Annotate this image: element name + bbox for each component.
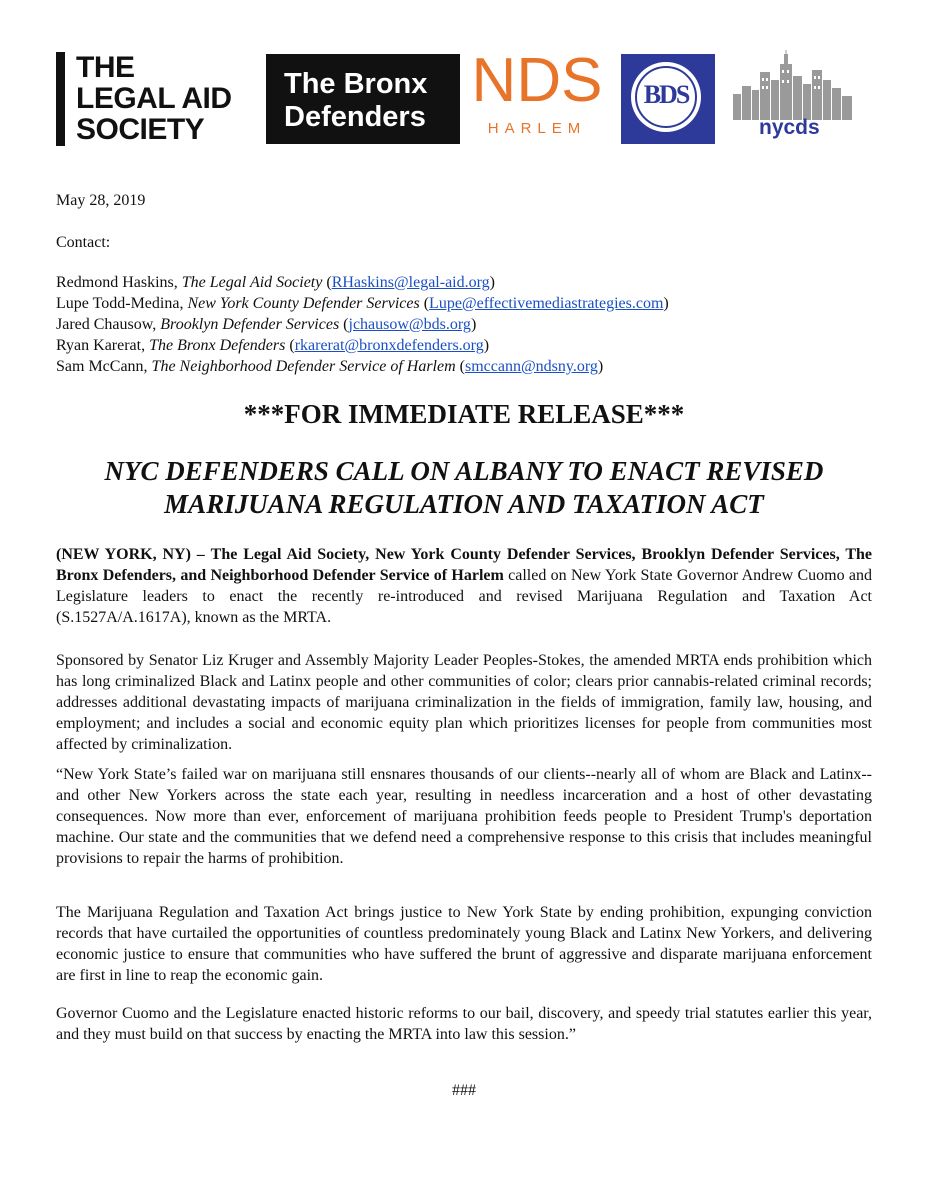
logo-bar — [56, 52, 65, 146]
dateline: (NEW YORK, NY) – — [56, 546, 205, 563]
contact-email-link[interactable]: smccann@ndsny.org — [464, 358, 598, 375]
contact-list — [56, 272, 872, 377]
nycds-text: nycds — [759, 116, 820, 139]
headline-line-1: NYC DEFENDERS CALL ON ALBANY TO ENACT REVISED — [104, 456, 824, 486]
paragraph-4: The Marijuana Regulation and Taxation Act brings justice to New York State by ending prohibition, expunging conviction records that have curtailed the opportunities of countless predominately young Black and Latinx New Yorkers, and delivering economic justice to ensure that communities who have suffered the brunt of aggressive and disparate marijuana enforcement are first in line to reap the economic gain. — [56, 904, 872, 984]
headline — [56, 455, 872, 521]
nycds-logo — [731, 50, 855, 146]
paragraph-1-rest: called on New York State Governor Andrew Cuomo and Legislature leaders to enact the recently re-introduced and revised Marijuana Regulation and Taxation Act (S.1527A/A.1617A), known as the MRTA. — [56, 567, 872, 626]
contact-name: Redmond Haskins, — [56, 274, 182, 291]
bds-letters: BDS — [643, 80, 689, 109]
bronx-line-1: The Bronx — [284, 68, 428, 100]
end-mark: ### — [452, 1082, 476, 1099]
headline-line-2: MARIJUANA REGULATION AND TAXATION ACT — [164, 489, 764, 519]
paragraph-2: Sponsored by Senator Liz Kruger and Assembly Majority Leader Peoples-Stokes, the amended MRTA ends prohibition which has long criminalized Black and Latinx people and other communities of color; clears prior cannabis-related criminal records; addresses additional devastating impacts of marijuana criminalization in the fields of immigration, family law, housing, and employment; and includes a social and economic equity plan which prioritizes licenses for people from communities most affected by criminalization. — [56, 652, 872, 753]
paragraph-3-quote: “New York State’s failed war on marijuana still ensnares thousands of our clients--nearly all of whom are Black and Latinx--and other New Yorkers across the state each year, resulting in needless incarceration and a host of other devastating consequences. Now more than ever, enforcement of marijuana prohibition feeds people to President Trump's deportation machine. Our state and the communities that we defend need a comprehensive response to this crisis that includes meaningful provisions to repair the harms of prohibition. — [56, 766, 872, 867]
skyline-icon — [731, 50, 855, 120]
paragraph-1 — [56, 544, 872, 628]
immediate-release-heading: ***FOR IMMEDIATE RELEASE*** — [243, 399, 685, 429]
contact-org: Brooklyn Defender Services — [160, 316, 340, 333]
legal-aid-society-logo — [56, 52, 250, 146]
organizations: The Legal Aid Society, New York County Defender Services, Brooklyn Defender Services, The Bronx Defenders, and Neighborhood Defender Service of Harlem — [56, 546, 872, 584]
legal-aid-line-1: THE — [76, 51, 135, 84]
contact-email-link[interactable]: RHaskins@legal-aid.org — [331, 274, 490, 291]
nds-text: NDS — [471, 46, 603, 115]
contact-name: Lupe Todd-Medina, — [56, 295, 188, 312]
contact-label: Contact: — [56, 234, 111, 251]
contact-row: Ryan Karerat, The Bronx Defenders (rkarerat@bronxdefenders.org) — [56, 337, 490, 354]
contact-email-link[interactable]: jchausow@bds.org — [348, 316, 471, 333]
contact-email-link[interactable]: Lupe@effectivemediastrategies.com — [429, 295, 664, 312]
contact-org: The Neighborhood Defender Service of Harlem — [151, 358, 456, 375]
contact-row: Redmond Haskins, The Legal Aid Society (RHaskins@legal-aid.org) — [56, 274, 495, 291]
contact-org: The Bronx Defenders — [149, 337, 286, 354]
contact-name: Sam McCann, — [56, 358, 152, 375]
contact-org: The Legal Aid Society — [181, 274, 323, 291]
contact-row: Lupe Todd-Medina, New York County Defender Services (Lupe@effectivemediastrategies.com) — [56, 295, 669, 312]
harlem-text: HARLEM — [487, 120, 587, 137]
contact-org: New York County Defender Services — [187, 295, 420, 312]
paragraph-5: Governor Cuomo and the Legislature enacted historic reforms to our bail, discovery, and speedy trial statutes earlier this year, and they must build on that success by enacting the MRTA into law this session.” — [56, 1005, 872, 1043]
bronx-line-2: Defenders — [284, 101, 426, 133]
contact-email-link[interactable]: rkarerat@bronxdefenders.org — [294, 337, 484, 354]
bds-logo — [621, 54, 715, 144]
release-date: May 28, 2019 — [56, 192, 146, 209]
nds-harlem-logo — [470, 46, 604, 144]
contact-row: Sam McCann, The Neighborhood Defender Service of Harlem (smccann@ndsny.org) — [56, 358, 604, 375]
bronx-defenders-logo — [266, 54, 460, 144]
contact-row: Jared Chausow, Brooklyn Defender Services (jchausow@bds.org) — [56, 316, 477, 333]
legal-aid-line-2: LEGAL AID — [76, 82, 232, 115]
legal-aid-line-3: SOCIETY — [76, 113, 205, 146]
contact-name: Ryan Karerat, — [56, 337, 150, 354]
contact-name: Jared Chausow, — [56, 316, 161, 333]
